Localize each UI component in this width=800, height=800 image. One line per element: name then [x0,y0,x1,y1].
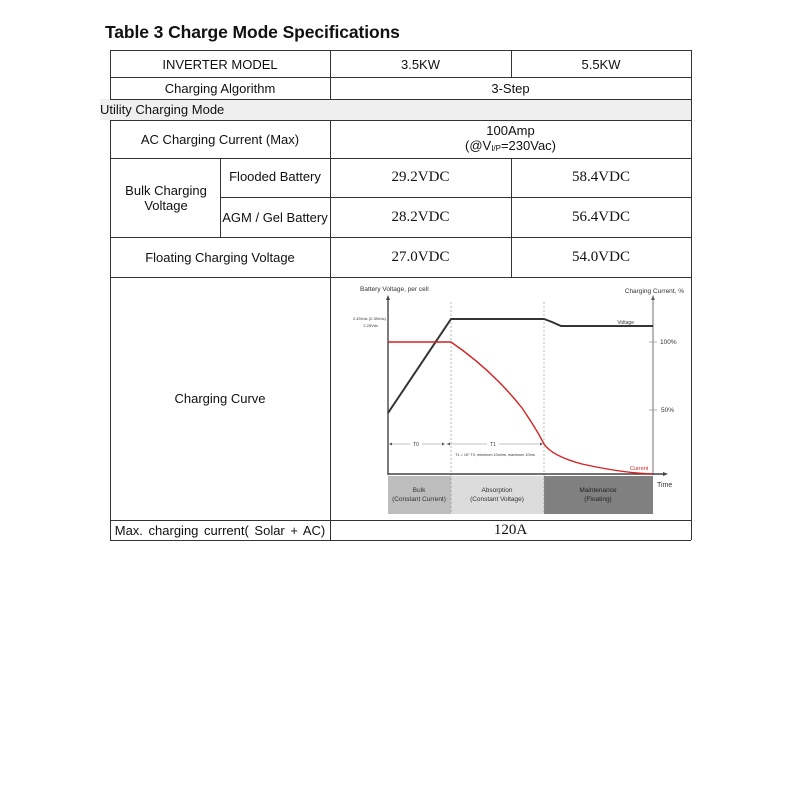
right-tick-50: 50% [661,407,675,414]
x-axis-label: Time [657,482,673,489]
charging-algorithm-value: 3-Step [491,80,530,96]
voltage-prefix: (@V [464,138,492,153]
phase-bulk-name: Bulk [412,487,426,494]
left-axis-label: Battery Voltage, per cell [360,286,429,293]
t0-arrow-left-icon [389,443,392,446]
t0-arrow-right-icon [442,443,445,446]
bulk-charging-voltage-label: Bulk Charging Voltage [125,182,207,213]
agm-gel-battery-label: AGM / Gel Battery [222,209,328,225]
current-series-label: Current [630,466,649,472]
floating-charging-voltage-label: Floating Charging Voltage [145,249,295,265]
left-tick-high: 2.43Vdc (2.35Vdc) [352,316,386,321]
t1-arrow-left-icon [447,443,450,446]
voltage-subscript: I/P [491,144,501,153]
header-model-3-5kw: 3.5KW [400,56,440,72]
floating-5-5kw-value: 54.0VDC [572,248,630,265]
phase-absorption-desc: (Constant Voltage) [470,496,524,503]
section-utility-charging-mode: Utility Charging Mode [100,102,225,117]
page-title: Table 3 Charge Mode Specifications [105,22,400,42]
left-axis-arrow-icon [386,295,390,300]
phase-maintenance-name: Maintenance [579,487,617,494]
t1-annotation: T1 = 10* T0, minimum 10mins, maximum 10hrs [455,453,535,457]
flooded-battery-label: Flooded Battery [229,169,321,184]
charging-curve-chart [332,280,690,518]
phase-absorption-box [451,476,544,514]
border-right [691,50,692,540]
ac-charging-current-value [330,120,691,158]
charging-algorithm-label: Charging Algorithm [164,80,276,96]
phase-absorption-name: Absorption [481,487,513,494]
phase-maintenance-box [544,476,653,514]
agm-3-5kw-value: 28.2VDC [391,208,450,225]
t1-label: T1 [490,442,496,448]
phase-bulk-desc: (Constant Current) [392,496,446,503]
voltage-suffix: =230Vac) [500,138,557,153]
max-charging-current-label: Max. charging current( Solar + AC) [114,522,326,538]
phase-maintenance-desc: (Floating) [584,496,612,503]
right-axis-label: Charging Current, % [624,288,684,295]
x-axis-arrow-icon [663,472,668,476]
ac-current-amp: 100Amp [486,123,535,138]
flooded-5-5kw-value: 58.4VDC [572,169,630,185]
max-charging-current-value: 120A [493,521,528,538]
voltage-series-line [388,319,653,413]
t1-arrow-right-icon [540,443,543,446]
header-model-label: INVERTER MODEL [162,56,278,72]
left-tick-low: 2.25Vdc [363,323,378,328]
phase-bulk-box [388,476,451,514]
t0-label: T0 [413,442,419,448]
ac-current-voltage-condition [465,138,556,155]
charging-curve-label: Charging Curve [174,391,266,406]
header-model-5-5kw: 5.5KW [581,56,621,72]
floating-3-5kw-value: 27.0VDC [391,248,450,265]
agm-5-5kw-value: 56.4VDC [572,208,630,225]
right-tick-100: 100% [660,339,677,346]
right-axis-arrow-icon [651,295,655,300]
voltage-series-label: Voltage [617,320,634,326]
border-bottom [110,540,691,541]
ac-charging-current-label: AC Charging Current (Max) [140,131,300,147]
flooded-3-5kw-value: 29.2VDC [391,169,450,185]
